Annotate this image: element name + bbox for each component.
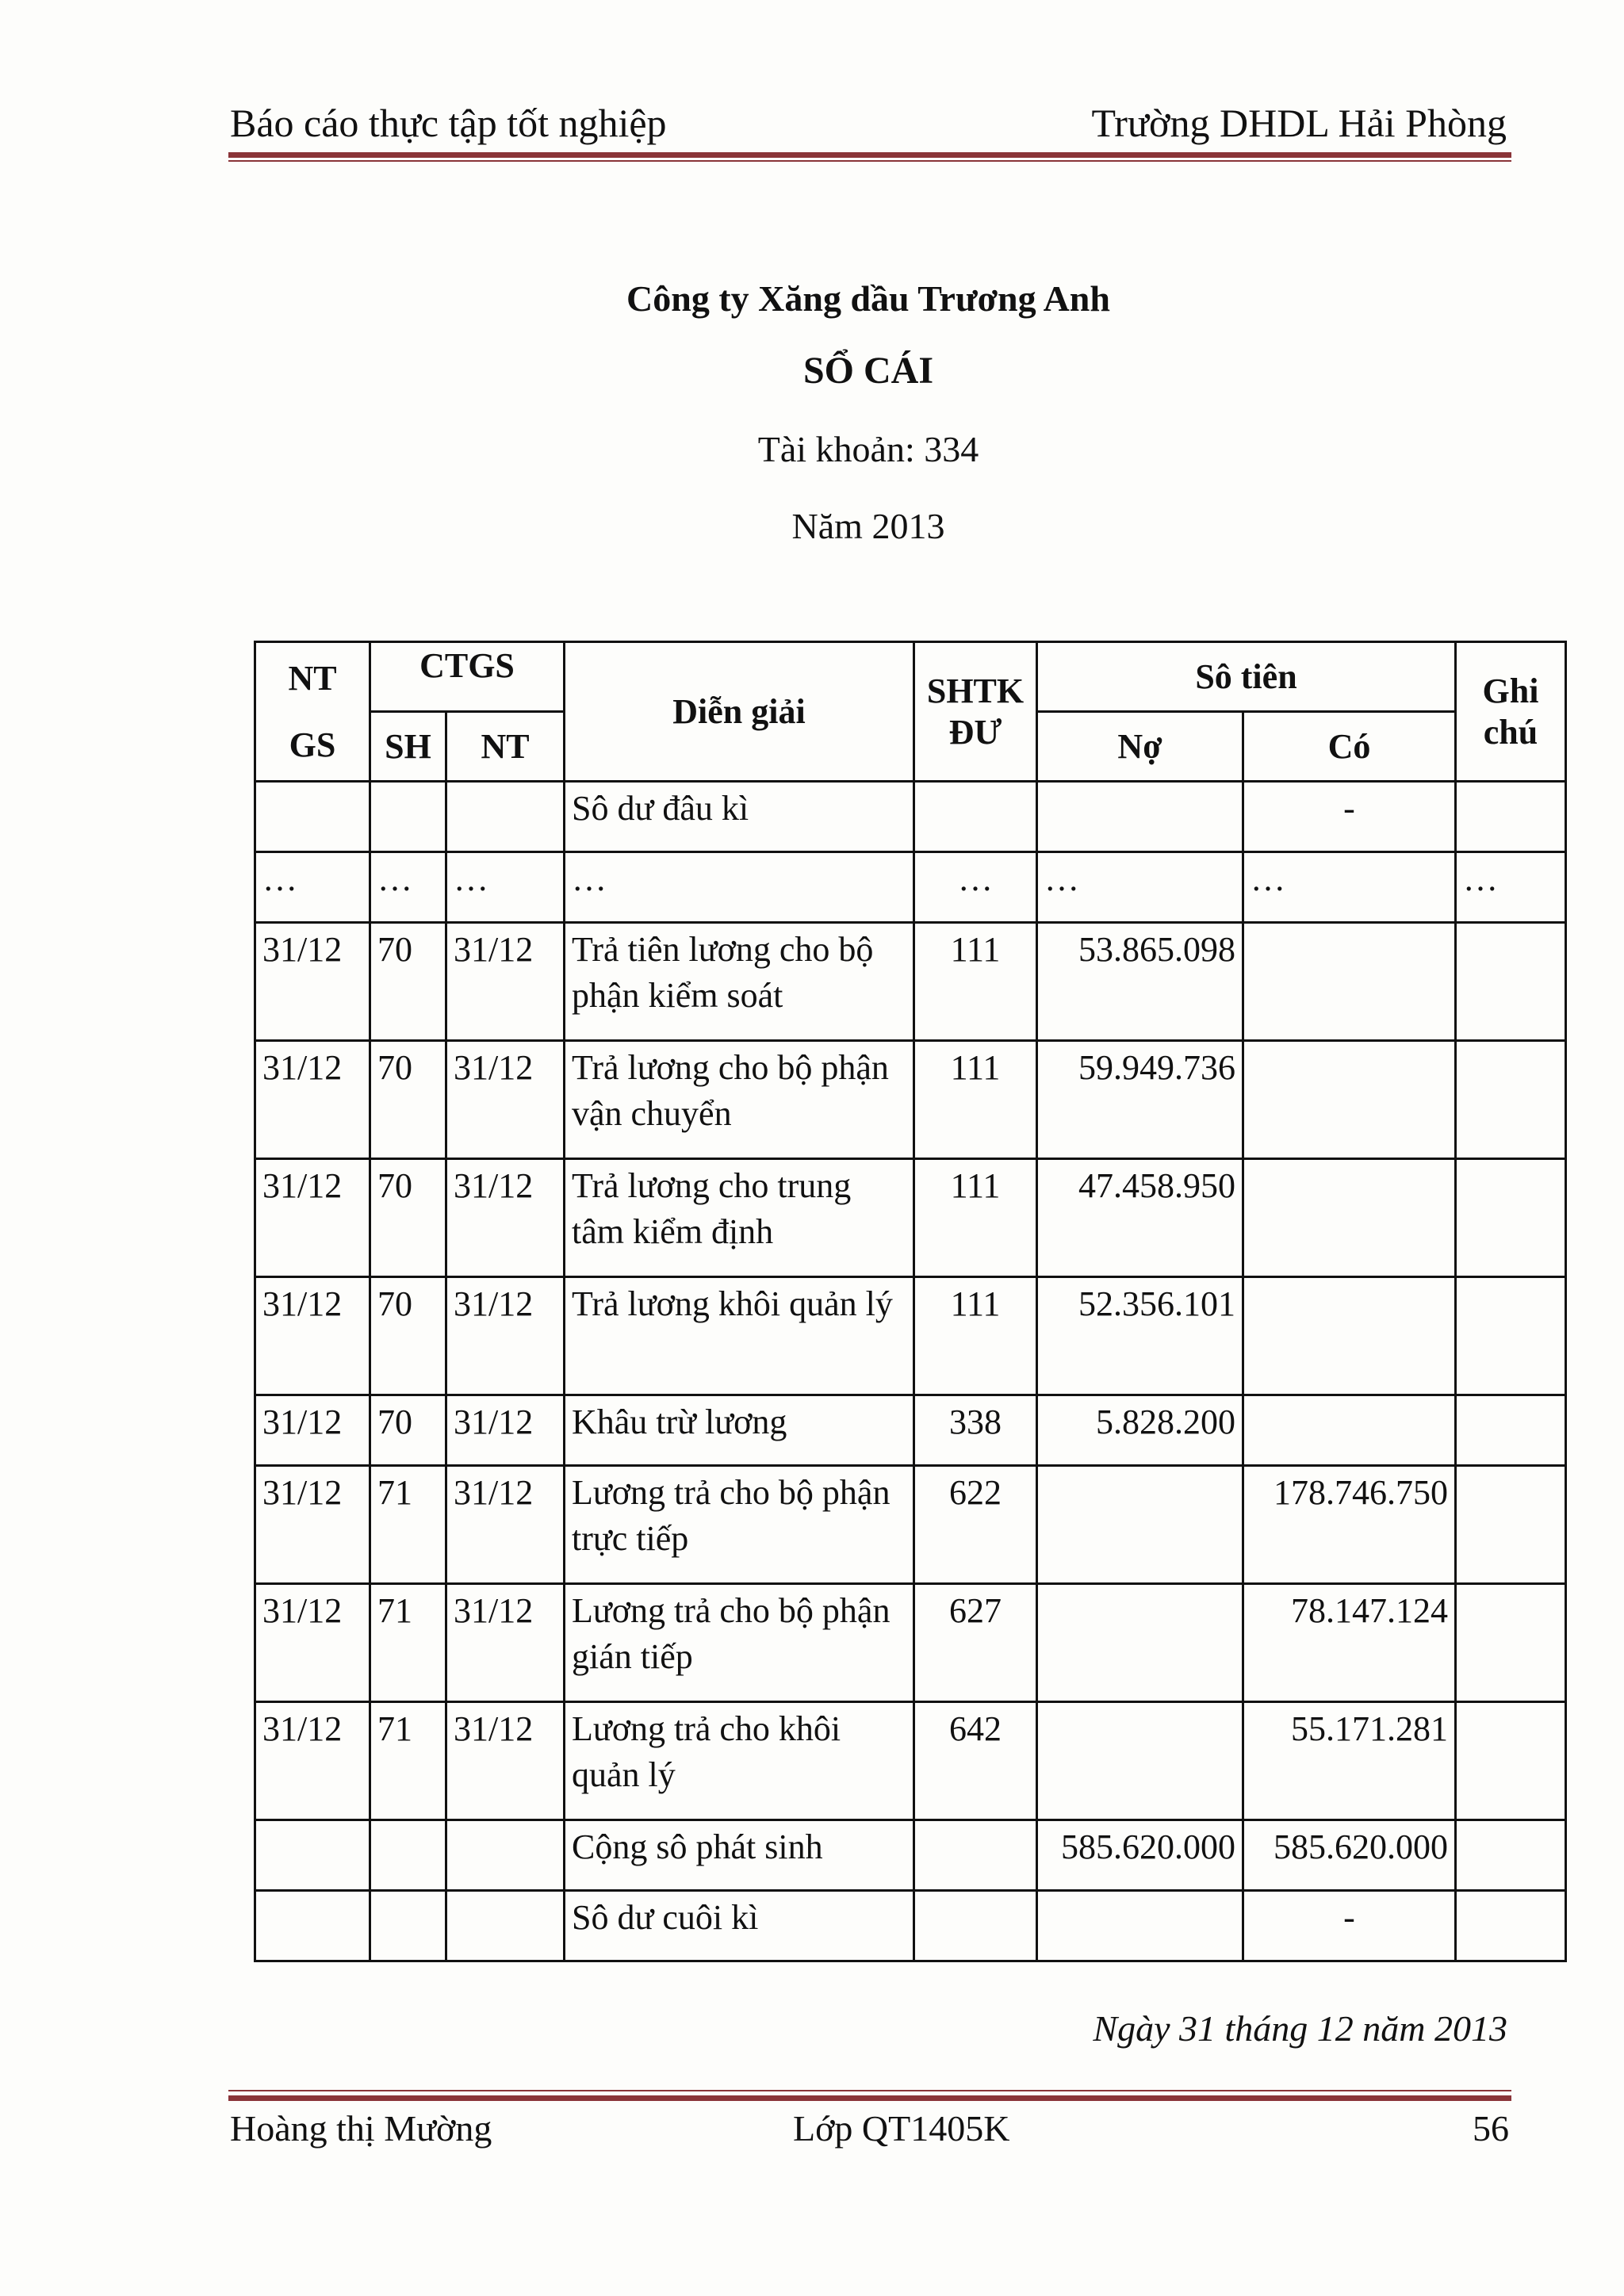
col-header-ctgs: CTGS bbox=[370, 642, 565, 712]
col-header-shtk: SHTK ĐƯ bbox=[914, 642, 1037, 782]
col-header-ghi-chu: Ghi chú bbox=[1456, 642, 1566, 782]
opening-balance-label: Sô dư đâu kì bbox=[565, 782, 914, 852]
table-row: 31/12 71 31/12 Lương trả cho bộ phận gián tiếp 627 78.147.124 bbox=[255, 1584, 1566, 1702]
closing-balance-row bbox=[255, 1891, 1566, 1961]
total-co: 585.620.000 bbox=[1243, 1820, 1456, 1891]
table-row: 31/12 70 31/12 Trả lương cho trung tâm kiểm định 111 47.458.950 bbox=[255, 1159, 1566, 1277]
footer-rule-thick bbox=[228, 2095, 1511, 2101]
header-report-title: Báo cáo thực tập tốt nghiệp bbox=[230, 101, 667, 145]
page-number: 56 bbox=[1473, 2108, 1509, 2149]
footer-author: Hoàng thị Mường bbox=[230, 2108, 492, 2149]
signature-date: Ngày 31 tháng 12 năm 2013 bbox=[1093, 2008, 1507, 2049]
closing-balance-co: - bbox=[1243, 1891, 1456, 1961]
table-header-row-1 bbox=[255, 642, 1566, 712]
total-no: 585.620.000 bbox=[1037, 1820, 1243, 1891]
header-rule-thin bbox=[228, 160, 1511, 162]
opening-balance-row bbox=[255, 782, 1566, 852]
ledger-table bbox=[254, 641, 1567, 1962]
col-header-sh: SH bbox=[370, 712, 446, 782]
footer-class: Lớp QT1405K bbox=[793, 2108, 1010, 2149]
col-header-nt: NT bbox=[446, 712, 565, 782]
ledger-title: SỔ CÁI bbox=[802, 350, 934, 392]
opening-balance-co: - bbox=[1243, 782, 1456, 852]
table-row: 31/12 71 31/12 Lương trả cho bộ phận trực tiếp 622 178.746.750 bbox=[255, 1466, 1566, 1584]
table-row: 31/12 71 31/12 Lương trả cho khôi quản lý 642 55.171.281 bbox=[255, 1702, 1566, 1820]
account-number: Tài khoản: 334 bbox=[757, 429, 979, 469]
col-header-no: Nợ bbox=[1037, 712, 1243, 782]
company-name: Công ty Xăng dầu Trương Anh bbox=[626, 278, 1110, 319]
closing-balance-label: Sô dư cuôi kì bbox=[565, 1891, 914, 1961]
table-row: 31/12 70 31/12 Khâu trừ lương 338 5.828.200 bbox=[255, 1395, 1566, 1466]
total-row bbox=[255, 1820, 1566, 1891]
col-header-nt-gs: NT GS bbox=[255, 642, 370, 782]
header-rule-thick bbox=[228, 152, 1511, 158]
col-header-dien-giai: Diễn giải bbox=[565, 642, 914, 782]
col-header-so-tien: Sô tiên bbox=[1037, 642, 1456, 712]
table-row: 31/12 70 31/12 Trả lương cho bộ phận vận chuyển 111 59.949.736 bbox=[255, 1041, 1566, 1159]
footer-rule-thin bbox=[228, 2090, 1511, 2091]
table-row: 31/12 70 31/12 Trả lương khôi quản lý 111 52.356.101 bbox=[255, 1277, 1566, 1395]
page-header bbox=[230, 95, 1507, 151]
total-label: Cộng sô phát sinh bbox=[565, 1820, 914, 1891]
col-header-co: Có bbox=[1243, 712, 1456, 782]
ellipsis-row: … … … … … … … … bbox=[255, 852, 1566, 923]
table-row: 31/12 70 31/12 Trả tiên lương cho bộ phận kiểm soát 111 53.865.098 bbox=[255, 923, 1566, 1041]
header-school-name: Trường DHDL Hải Phòng bbox=[1091, 101, 1507, 145]
ledger-year: Năm 2013 bbox=[791, 506, 945, 546]
